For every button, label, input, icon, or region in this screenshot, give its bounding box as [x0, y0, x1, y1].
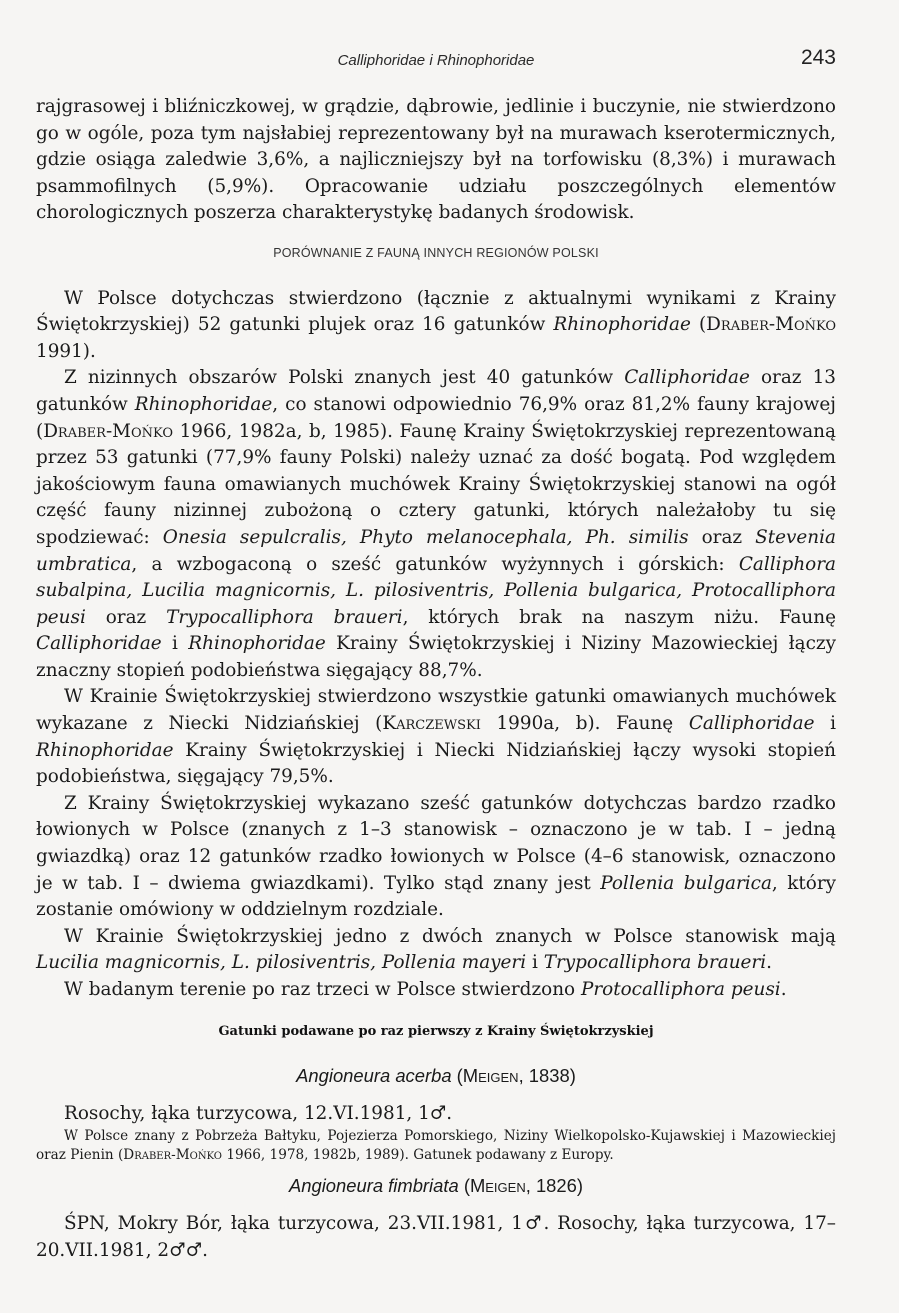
paragraph-5: Z Krainy Świętokrzyskiej wykazano sześć gatunków dotychczas bardzo rzadko łowionych w Polsce (znanych z 1–3 stanowisk – oznaczono je w tab. I – jedną gwiazdką) oraz 12 gatunków rzadko łowionych w Polsce (4–6 stanowisk, oznaczono je w tab. I – dwiema gwiazdkami). Tylko stąd znany jest Pollenia bulgarica, który zostanie omówiony w oddzielnym rozdziale.: [36, 792, 836, 921]
section-heading: PORÓWNANIE Z FAUNĄ INNYCH REGIONÓW POLSKI: [273, 245, 599, 260]
species-name: Angioneura acerba: [296, 1065, 452, 1087]
species-heading-2: Angioneura fimbriata (Meigen, 1826): [289, 1175, 583, 1197]
page-header: [36, 46, 836, 76]
species-author: Meigen: [462, 1065, 519, 1087]
subheading: Gatunki podawane po raz pierwszy z Krainy Świętokrzyskiej: [218, 1023, 654, 1039]
paragraph-7: W badanym terenie po raz trzeci w Polsce stwierdzono Protocalliphora peusi.: [64, 979, 787, 1000]
paragraph-4: W Krainie Świętokrzyskiej stwierdzono wszystkie gatunki omawianych muchówek wykazane z Niecki Nidziańskiej (Karczewski 1990a, b). Faunę Calliphoridae i Rhinophoridae Krainy Świętokrzyskiej i Niecki Nidziańskiej łączy wysoki stopień podobieństwa, sięgający 79,5%.: [36, 686, 837, 788]
body-text: [36, 94, 836, 1264]
paragraph-6: W Krainie Świętokrzyskiej jedno z dwóch znanych w Polsce stanowisk mają Lucilia magnicornis, L. pilosiventris, Pollenia mayeri i Trypocalliphora braueri.: [36, 925, 836, 974]
paragraph-3: Z nizinnych obszarów Polski znanych jest 40 gatunków Calliphoridae oraz 13 gatunków Rhinophoridae, co stanowi odpowiednio 76,9% oraz 81,2% fauny krajowej (Draber-Mońko 1966, 1982a, b, 1985). Faunę Krainy Świętokrzyskiej reprezentowaną przez 53 gatunki (77,9% fauny Polski) należy uznać za dość bogatą. Pod względem jakościowym fauna omawianych muchówek Krainy Świętokrzyskiej stanowi na ogół część fauny nizinnej zubożoną o cztery gatunki, których należałoby tu się spodziewać: Onesia sepulcralis, Phyto melanocephala, Ph. similis oraz Stevenia umbratica, a wzbogaconą o sześć gatunków wyżynnych i górskich: Calliphora subalpina, Lucilia magnicornis, L. pilosiventris, Pollenia bulgarica, Protocalliphora peusi oraz Trypocalliphora braueri, których brak na naszym niżu. Faunę Calliphoridae i Rhinophoridae Krainy Świętokrzyskiej i Niziny Mazowieckiej łączy znaczny stopień podobieństwa sięgający 88,7%.: [36, 367, 836, 681]
paragraph-1: rajgrasowej i bliźniczkowej, w grądzie, dąbrowie, jedlinie i buczynie, nie stwierdzono go w ogóle, poza tym najsłabiej reprezentowany był na murawach kserotermicznych, gdzie osiąga zaledwie 3,6%, a najliczniejszy był na torfowisku (8,3%) i murawach psammofilnych (5,9%). Opracowanie udziału poszczególnych elementów chorologicznych poszerza charakterystykę badanych środowisk.: [36, 96, 836, 224]
species-author: Meigen: [469, 1175, 526, 1197]
species-record-1: Rosochy, łąka turzycowa, 12.VI.1981, 1♂.: [64, 1102, 453, 1124]
species-name: Angioneura fimbriata: [289, 1175, 459, 1197]
species-record-2: ŚPN, Mokry Bór, łąka turzycowa, 23.VII.1981, 1♂. Rosochy, łąka turzycowa, 17–20.VII.1981, 2♂♂.: [36, 1212, 836, 1261]
species-note-1: W Polsce znany z Pobrzeża Bałtyku, Pojezierza Pomorskiego, Niziny Wielkopolsko-Kujawskiej i Mazowieckiej oraz Pienin (Draber-Mońko 1966, 1978, 1982b, 1989). Gatunek podawany z Europy.: [36, 1128, 836, 1164]
species-heading-1: Angioneura acerba (Meigen, 1838): [296, 1065, 576, 1087]
running-title: Calliphoridae i Rhinophoridae: [337, 52, 535, 69]
paragraph-2: W Polsce dotychczas stwierdzono (łącznie z aktualnymi wynikami z Krainy Świętokrzyskiej) 52 gatunki plujek oraz 16 gatunków Rhinophoridae (Draber-Mońko 1991).: [36, 287, 837, 362]
page-number: 243: [800, 46, 836, 69]
